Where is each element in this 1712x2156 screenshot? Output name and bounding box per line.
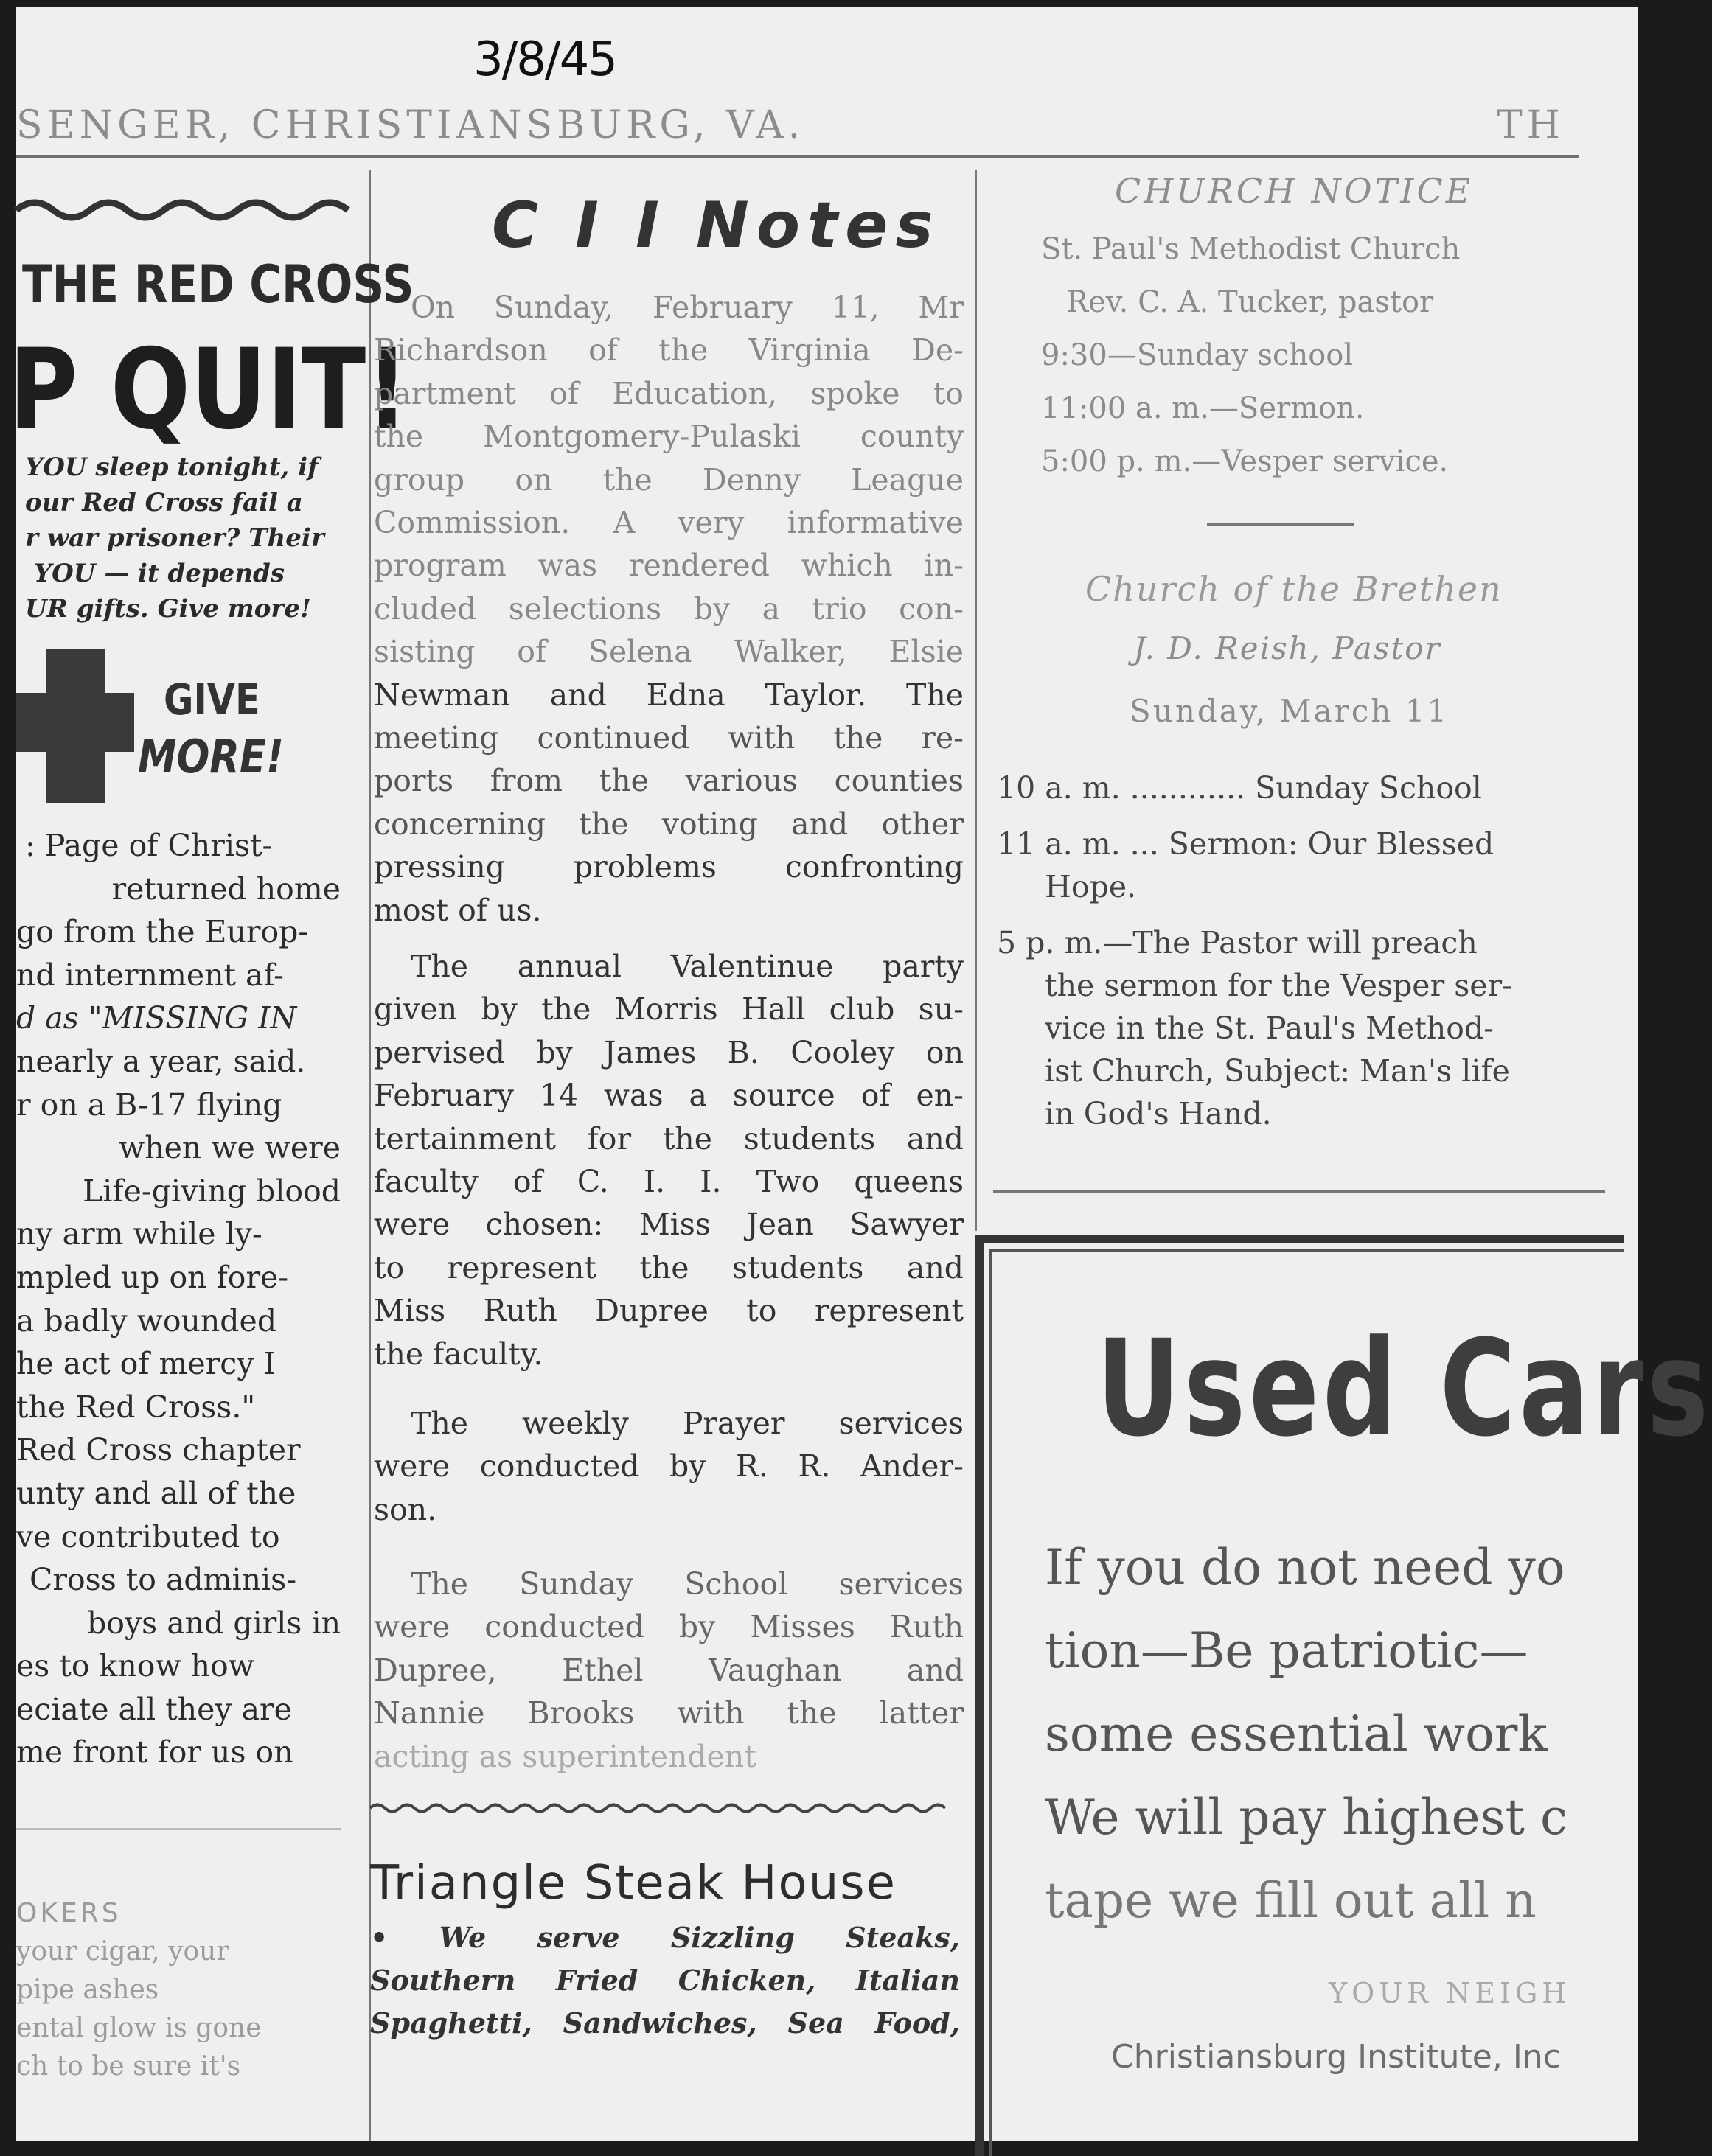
schedule-line: 10 a. m. ............ Sunday School xyxy=(997,770,1482,806)
article-line: meeting continued with the re- xyxy=(374,720,964,756)
church-line: St. Paul's Methodist Church xyxy=(1041,232,1461,266)
article-line: acting as superintendent xyxy=(374,1738,756,1774)
article-line: boys and girls in xyxy=(87,1605,341,1641)
article-line: ve contributed to xyxy=(16,1518,280,1555)
smokers-line: OKERS xyxy=(16,1898,122,1928)
ad-line: tion—Be patriotic— xyxy=(1045,1622,1528,1679)
smokers-line: pipe ashes xyxy=(16,1975,159,2005)
article-line: nearly a year, said. xyxy=(16,1043,306,1079)
article-line: eciate all they are xyxy=(16,1691,292,1727)
article-line: Nannie Brooks with the latter xyxy=(374,1695,964,1731)
article-line: Cross to adminis- xyxy=(29,1562,297,1598)
red-cross-title: THE RED CROSS xyxy=(22,254,414,315)
article-line: nd internment af- xyxy=(16,957,285,993)
article-line: sisting of Selena Walker, Elsie xyxy=(374,634,964,670)
schedule-line: ist Church, Subject: Man's life xyxy=(997,1053,1510,1089)
ad-line: If you do not need yo xyxy=(1045,1539,1565,1596)
red-cross-body-line: r war prisoner? Their xyxy=(25,523,324,553)
article-line: The annual Valentinue party xyxy=(411,949,964,984)
article-line: unty and all of the xyxy=(16,1475,296,1511)
smokers-ad xyxy=(16,1894,341,2086)
church-divider xyxy=(1207,523,1354,526)
red-cross-body-line: our Red Cross fail a xyxy=(25,488,303,517)
article-line: ny arm while ly- xyxy=(16,1216,262,1252)
cii-notes-heading: C I I Notes xyxy=(492,189,941,262)
article-line: February 14 was a source of en- xyxy=(374,1078,964,1114)
article-line: r on a B-17 flying xyxy=(16,1086,282,1123)
article-line: On Sunday, February 11, Mr xyxy=(411,290,964,325)
article-line: the Red Cross." xyxy=(16,1389,256,1425)
church-notice-list xyxy=(1041,223,1572,488)
cii-paragraph-2 xyxy=(374,945,964,1375)
article-line: given by the Morris Hall club su- xyxy=(374,991,964,1028)
article-line: Newman and Edna Taylor. The xyxy=(374,677,964,713)
article-line: es to know how xyxy=(16,1648,254,1684)
smokers-line: your cigar, your xyxy=(16,1936,229,1967)
article-line: group on the Denny League xyxy=(374,461,964,498)
schedule-divider xyxy=(993,1190,1605,1193)
article-line: partment of Education, spoke to xyxy=(374,375,964,411)
ad-line: some essential work xyxy=(1045,1706,1548,1762)
steak-line: • We serve Sizzling Steaks, xyxy=(370,1921,960,1954)
schedule-line: 11 a. m. ... Sermon: Our Blessed xyxy=(997,826,1494,862)
article-line: were chosen: Miss Jean Sawyer xyxy=(374,1207,964,1243)
article-line: the faculty. xyxy=(374,1336,543,1372)
article-line: : Page of Christ- xyxy=(25,828,273,863)
left-divider xyxy=(16,1828,341,1830)
article-line: The weekly Prayer services xyxy=(411,1406,964,1441)
church-notice-heading: CHURCH NOTICE xyxy=(1115,171,1474,211)
article-line: to represent the students and xyxy=(374,1249,964,1285)
cii-paragraph-1 xyxy=(374,286,964,932)
newspaper-clipping xyxy=(9,7,1712,2141)
schedule-line: Hope. xyxy=(997,869,1137,904)
steak-house-body xyxy=(370,1916,960,2045)
church-line: 5:00 p. m.—Vesper service. xyxy=(1041,444,1449,478)
article-line: Miss Ruth Dupree to represent xyxy=(374,1293,964,1329)
used-cars-headline: Used Cars xyxy=(1096,1312,1712,1466)
article-line: concerning the voting and other xyxy=(374,806,964,842)
steak-line: Spaghetti, Sandwiches, Sea Food, xyxy=(370,2006,960,2040)
red-cross-headline: P QUIT! xyxy=(9,326,409,454)
brethren-pastor: J. D. Reish, Pastor xyxy=(1133,630,1441,666)
church-line: 9:30—Sunday school xyxy=(1041,338,1354,372)
schedule-line: in God's Hand. xyxy=(997,1096,1272,1131)
left-column-article xyxy=(16,824,341,1774)
archive-watermark: Christiansburg Institute, Inc xyxy=(1111,2038,1561,2076)
article-line: Dupree, Ethel Vaughan and xyxy=(374,1652,964,1688)
article-line: were conducted by R. R. Ander- xyxy=(374,1448,964,1485)
masthead-right: TH xyxy=(1497,103,1565,147)
article-line: me front for us on xyxy=(16,1734,293,1770)
ad-line: tape we fill out all n xyxy=(1045,1872,1537,1929)
article-line: a badly wounded xyxy=(16,1302,277,1339)
article-line: tertainment for the students and xyxy=(374,1120,964,1157)
column-rule-left xyxy=(369,170,371,2141)
schedule-line: the sermon for the Vesper ser- xyxy=(997,968,1512,1003)
red-cross-body xyxy=(25,450,349,627)
article-line: son. xyxy=(374,1491,437,1527)
article-line: d as "MISSING IN xyxy=(16,1000,297,1036)
wavy-rule xyxy=(370,1800,953,1816)
cii-paragraph-4 xyxy=(374,1563,964,1778)
article-line: ports from the various counties xyxy=(374,763,964,799)
smokers-line: ch to be sure it's xyxy=(16,2051,241,2082)
article-line: Red Cross chapter xyxy=(16,1432,301,1468)
masthead: SENGER, CHRISTIANSBURG, VA. xyxy=(16,103,805,147)
article-line: most of us. xyxy=(374,892,542,928)
article-line: Commission. A very informative xyxy=(374,505,964,541)
red-cross-body-line: YOU — it depends xyxy=(25,559,285,588)
brethren-date: Sunday, March 11 xyxy=(1130,693,1450,729)
article-line: pressing problems confronting xyxy=(374,849,964,885)
masthead-rule xyxy=(16,155,1579,158)
article-line: program was rendered which in- xyxy=(374,548,964,584)
column-rule-mid xyxy=(975,170,977,1231)
article-line: he act of mercy I xyxy=(16,1346,276,1382)
steak-house-title: Triangle Steak House xyxy=(370,1856,897,1911)
red-cross-body-line: UR gifts. Give more! xyxy=(25,594,311,624)
article-line: returned home xyxy=(111,871,341,907)
article-line: pervised by James B. Cooley on xyxy=(374,1034,964,1070)
brethren-heading: Church of the Brethen xyxy=(1085,569,1503,609)
church-line: Rev. C. A. Tucker, pastor xyxy=(1066,285,1434,319)
red-cross-icon xyxy=(16,649,134,803)
cii-paragraph-3 xyxy=(374,1402,964,1531)
give-label: GIVE xyxy=(164,674,260,725)
article-line: when we were xyxy=(119,1130,341,1166)
wavy-rule xyxy=(16,192,348,228)
schedule-line: 5 p. m.—The Pastor will preach xyxy=(997,925,1478,960)
article-line: The Sunday School services xyxy=(411,1566,964,1602)
smokers-line: ental glow is gone xyxy=(16,2013,262,2043)
steak-line: Southern Fried Chicken, Italian xyxy=(370,1964,960,1997)
article-line: faculty of C. I. I. Two queens xyxy=(374,1164,964,1200)
schedule-line: vice in the St. Paul's Method- xyxy=(997,1011,1494,1046)
church-line: 11:00 a. m.—Sermon. xyxy=(1041,391,1365,425)
article-line: mpled up on fore- xyxy=(16,1259,289,1295)
red-cross-body-line: YOU sleep tonight, if xyxy=(25,453,319,482)
article-line: cluded selections by a trio con- xyxy=(374,590,964,627)
more-label: MORE! xyxy=(138,730,284,784)
handwritten-date: 3/8/45 xyxy=(473,32,616,87)
article-line: the Montgomery-Pulaski county xyxy=(374,419,964,455)
article-line: go from the Europ- xyxy=(16,914,309,950)
used-cars-body xyxy=(1045,1526,1620,1942)
ad-line: We will pay highest c xyxy=(1045,1789,1567,1846)
article-line: Richardson of the Virginia De- xyxy=(374,332,964,369)
brethren-schedule xyxy=(997,767,1601,1135)
article-line: were conducted by Misses Ruth xyxy=(374,1609,964,1645)
used-cars-footer: YOUR NEIGH xyxy=(1329,1977,1571,2009)
article-line: Life-giving blood xyxy=(83,1173,341,1209)
